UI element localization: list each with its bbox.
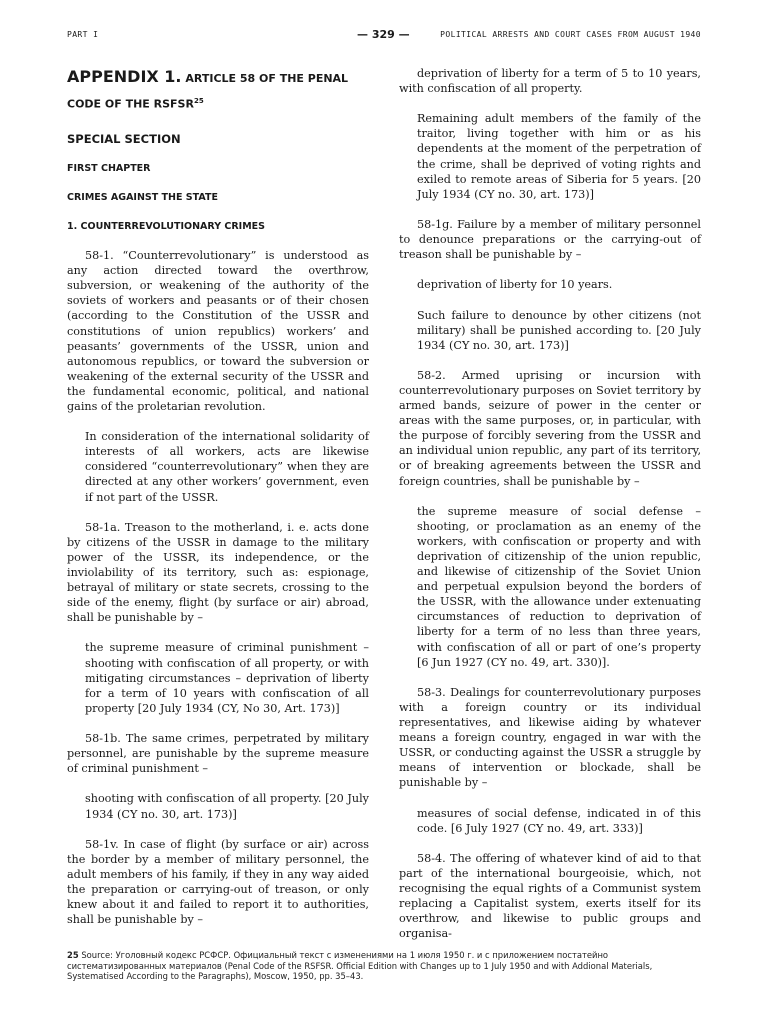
paragraph-58-1v-punishment: deprivation of liberty for a term of 5 to 10 years, with confiscation of all property. — [399, 67, 701, 96]
part-label: PART I — [67, 30, 99, 39]
first-chapter-heading: FIRST CHAPTER — [67, 162, 151, 174]
paragraph-58-2-punishment: the supreme measure of social defense – shooting, or proclamation as an enemy of the workers, with confiscation or property and with deprivation of citizenship of the union republic, and likewise of citizenship of the Soviet Union and perpetual expulsion beyond the borders of the USSR, with the allowance under extenuating circumstances of reduction to deprivation of liberty for a term of no less than three years, with confiscation of all or part of one’s property [6 Jun 1927 (CY no. 49, art. 330)]. — [417, 504, 701, 669]
footnote-reference: 25 — [193, 97, 204, 105]
counterrevolutionary-heading: 1. COUNTERREVOLUTIONARY CRIMES — [67, 220, 266, 232]
paragraph-failure-to-denounce: Such failure to denounce by other citizens (not military) shall be punished according to. [20 July 1934 (CY no. 30, art. 173)] — [417, 308, 701, 352]
running-head — [67, 28, 701, 42]
special-section-heading: SPECIAL SECTION — [67, 131, 181, 146]
paragraph-family-members: Remaining adult members of the family of the traitor, living together with him or as his dependents at the moment of the perpetration of the crime, shall be deprived of voting rights and exiled to remote areas of Siberia for 5 years. [20 July 1934 (CY no. 30, art. 173)] — [417, 112, 701, 201]
right-column — [399, 66, 701, 957]
crimes-heading: CRIMES AGAINST THE STATE — [67, 191, 218, 203]
left-column — [67, 66, 369, 942]
paragraph-58-3-punishment: measures of social defense, indicated in of this code. [6 July 1927 (CY no. 49, art. 333)] — [417, 806, 701, 835]
paragraph-58-1a: 58-1a. Treason to the motherland, i. e. acts done by citizens of the USSR in damage to the military power of the USSR, its independence, or the inviolability of its territory, such as: espionage, betrayal of military or state secrets, crossing to the side of the enemy, flight (by surface or air) abroad, shall be punishable by – — [67, 520, 369, 625]
paragraph-58-1g: 58-1g. Failure by a member of military personnel to denounce preparations or the carrying-out of treason shall be punishable by – — [399, 217, 701, 262]
paragraph-58-2: 58-2. Armed uprising or incursion with counterrevolutionary purposes on Soviet territory by armed bands, seizure of power in the center or areas with the same purposes, or, in particular, with the purpose of forcibly severing from the USSR and an individual union republic, any part of its territory, or of breaking agreements between the USSR and foreign countries, shall be punishable by – — [399, 368, 701, 488]
paragraph-58-1b: 58-1b. The same crimes, perpetrated by military personnel, are punishable by the supreme measure of criminal punishment – — [67, 732, 369, 776]
appendix-label: APPENDIX 1. — [67, 67, 182, 86]
appendix-subtitle: ARTICLE 58 OF THE PENAL CODE OF THE RSFSR — [67, 72, 349, 111]
page-number: — 329 — — [357, 28, 410, 41]
paragraph-solidarity: In consideration of the international solidarity of interests of all workers, acts are likewise considered “counterrevolutionary” when they are directed at any other workers’ government, even if not part of the USSR. — [85, 430, 369, 504]
footnote — [67, 950, 701, 982]
paragraph-58-3: 58-3. Dealings for counterrevolutionary purposes with a foreign country or its individual representatives, and likewise aiding by whatever means a foreign country, engaged in war with the USSR, or conducting against the USSR a struggle by means of intervention or blockade, shall be punishable by – — [399, 685, 701, 790]
paragraph-58-1b-punishment: shooting with confiscation of all property. [20 July 1934 (CY no. 30, art. 173)] — [85, 792, 369, 821]
paragraph-58-4: 58-4. The offering of whatever kind of aid to that part of the international bourgeoisie, which, not recognising the equal rights of a Communist system replacing a Capitalist system, exerts itself for its overthrow, and likewise to public groups and organisa- — [399, 851, 701, 941]
paragraph-58-1a-punishment: the supreme measure of criminal punishment – shooting with confiscation of all property, or with mitigating circumstances – deprivation of liberty for a term of 10 years with confiscation of all property [20 July 1934 (CY, No 30, Art. 173)] — [85, 641, 369, 715]
appendix-title — [67, 66, 369, 116]
footnote-number: 25 — [67, 950, 79, 960]
paragraph-58-1v: 58-1v. In case of flight (by surface or air) across the border by a member of military personnel, the adult members of his family, if they in any way aided the preparation or carrying-out of treason, or only knew about it and failed to report it to authorities, shall be punishable by – — [67, 837, 369, 927]
paragraph-58-1: 58-1. “Counterrevolutionary” is understood as any action directed toward the overthrow, subversion, or weakening of the authority of the soviets of workers and peasants or of their chosen (according to the Constitution of the USSR and constitutions of union republics) workers’ and peasants’ governments of the USSR, union and autonomous republics, or toward the subversion or weakening of the external security of the USSR and the fundamental economic, political, and national gains of the proletarian revolution. — [67, 249, 369, 413]
paragraph-58-1g-punishment: deprivation of liberty for 10 years. — [417, 278, 613, 292]
footnote-text: Source: Уголовный кодекс РСФСР. Официальный текст с изменениями на 1 июля 1950 г. и с приложением постатейно систематизированных материалов (Penal Code of the RSFSR. Official Edition with Changes up to 1 July 1950 and with Addional Materials, Systematised According to the Paragraphs), Moscow, 1950, pp. 35–43. — [67, 950, 653, 981]
running-title: POLITICAL ARRESTS AND COURT CASES FROM AUGUST 1940 — [440, 30, 701, 39]
